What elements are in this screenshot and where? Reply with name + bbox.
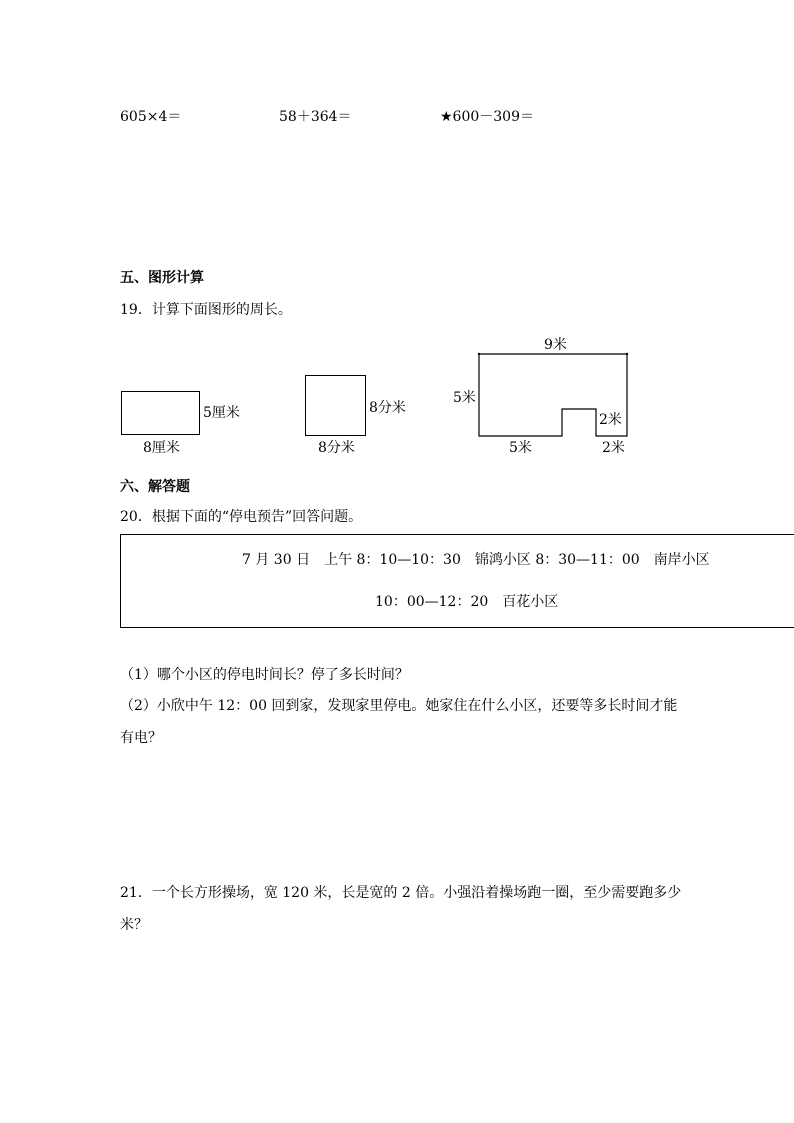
question-20: 20．根据下面的“停电预告”回答问题。 bbox=[120, 509, 363, 525]
question-19: 19．计算下面图形的周长。 bbox=[120, 302, 292, 318]
composite-bottom-right-label: 2米 bbox=[602, 440, 625, 456]
composite-notch-label: 2米 bbox=[599, 412, 622, 428]
power-outage-notice-box bbox=[120, 534, 794, 628]
rectangle-side-label: 5厘米 bbox=[203, 405, 240, 421]
calc-item-3: ★600－309＝ bbox=[440, 109, 534, 125]
notice-line-2: 10：00—12：20 百花小区 bbox=[375, 594, 559, 610]
section-heading-6: 六、解答题 bbox=[120, 479, 190, 495]
notice-line-1: 7 月 30 日 上午 8：10—10：30 锦鸿小区 8：30—11：00 南岸小区 bbox=[242, 552, 710, 568]
calc-item-1: 605×4＝ bbox=[120, 109, 182, 125]
composite-bottom-left-label: 5米 bbox=[509, 440, 532, 456]
question-21-line-1: 21．一个长方形操场，宽 120 米，长是宽的 2 倍。小强沿着操场跑一圈，至少需要跑多少 bbox=[120, 885, 682, 901]
composite-left-label: 5米 bbox=[453, 390, 476, 406]
section-heading-5: 五、图形计算 bbox=[120, 270, 204, 286]
question-20-1: （1）哪个小区的停电时间长？停了多长时间？ bbox=[120, 667, 409, 683]
composite-top-label: 9米 bbox=[544, 337, 567, 353]
question-20-2-line-1: （2）小欣中午 12：00 回到家，发现家里停电。她家住在什么小区，还要等多长时间才能 bbox=[120, 698, 678, 714]
calc-item-2: 58＋364＝ bbox=[279, 109, 352, 125]
question-21-line-2: 米？ bbox=[120, 917, 148, 933]
square-bottom-label: 8分米 bbox=[318, 440, 355, 456]
square-side-label: 8分米 bbox=[369, 400, 406, 416]
question-20-2-line-2: 有电？ bbox=[120, 730, 162, 746]
rectangle-bottom-label: 8厘米 bbox=[143, 440, 180, 456]
